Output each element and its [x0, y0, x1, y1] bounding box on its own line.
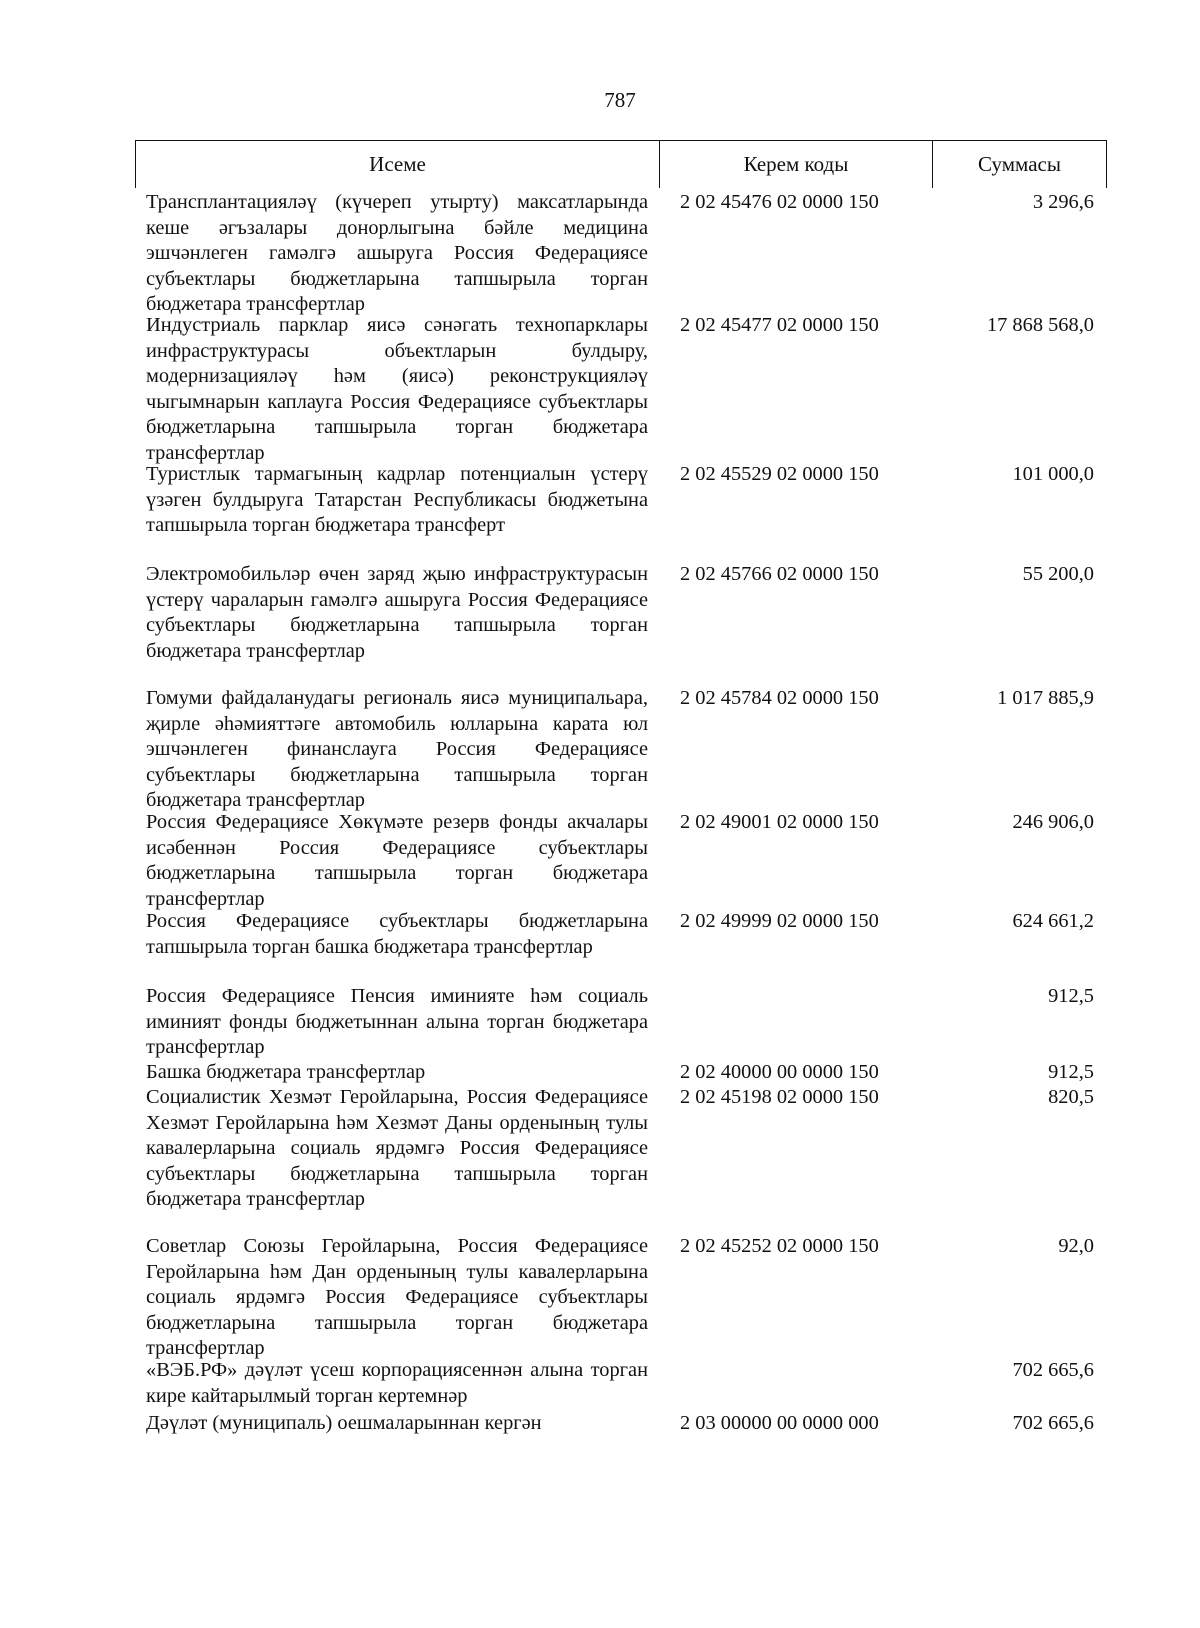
row-code: 2 02 45198 02 0000 150: [680, 1086, 879, 1108]
table-row: [146, 1411, 1106, 1437]
row-name: «ВЭБ.РФ» дәүләт үсеш корпорациясеннән алына торган кире кайтарылмый торган кертемнәр: [146, 1359, 648, 1407]
row-name: Россия Федерациясе субъектлары бюджетларына тапшырыла торган башка бюджетара трансфертлар: [146, 910, 648, 958]
row-sum: 702 665,6: [1012, 1412, 1094, 1434]
row-name: Социалистик Хезмәт Геройларына, Россия Федерациясе Хезмәт Геройларына һәм Хезмәт Даны орденының тулы кавалерларына социаль ярдәмгә Россия Федерациясе субъектлары бюджетларына тапшырыла торган бюджетара трансфертлар: [146, 1086, 648, 1211]
column-header-sum: Суммасы: [978, 152, 1061, 176]
row-name: Туристлык тармагының кадрлар потенциалын үстерү үзәген булдыруга Татарстан Республикасы бюджетына тапшырыла торган бюджетара трансферт: [146, 463, 648, 537]
page-number: 787: [604, 88, 636, 112]
row-name: Дәүләт (муниципаль) оешмаларыннан кергән: [146, 1412, 542, 1434]
row-sum: 101 000,0: [1012, 463, 1094, 485]
row-code: 2 02 45766 02 0000 150: [680, 563, 879, 585]
row-sum: 912,5: [1048, 985, 1094, 1007]
row-name: Электромобильләр өчен заряд җыю инфраструктурасын үстерү чараларын гамәлгә ашыруга Россия Федерациясе субъектлары бюджетларына тапшырыла торган бюджетара трансфертлар: [146, 563, 648, 662]
column-header-code: Керем коды: [660, 141, 933, 188]
row-code: 2 03 00000 00 0000 000: [680, 1412, 879, 1434]
table-body: [146, 190, 1106, 1437]
row-code: 2 02 45476 02 0000 150: [680, 191, 879, 213]
table-row: [146, 1234, 1106, 1358]
table-row: [146, 313, 1106, 462]
table-row: [146, 810, 1106, 909]
row-code: 2 02 45784 02 0000 150: [680, 687, 879, 709]
row-name: Советлар Союзы Геройларына, Россия Федерациясе Геройларына һәм Дан орденының тулы кавалерларына социаль ярдәмгә Россия Федерациясе субъектлары бюджетларына тапшырыла торган бюджетара трансфертлар: [146, 1235, 648, 1360]
row-code: 2 02 49001 02 0000 150: [680, 811, 879, 833]
table-row: [146, 462, 1106, 562]
row-sum: 820,5: [1048, 1086, 1094, 1108]
table-row: [146, 686, 1106, 810]
row-code: 2 02 40000 00 0000 150: [680, 1061, 879, 1083]
row-sum: 624 661,2: [1012, 910, 1094, 932]
row-code: 2 02 45252 02 0000 150: [680, 1235, 879, 1257]
row-sum: 1 017 885,9: [997, 687, 1094, 709]
table-row: [146, 190, 1106, 316]
row-sum: 55 200,0: [1022, 563, 1094, 585]
row-sum: 702 665,6: [1012, 1359, 1094, 1381]
row-sum: 92,0: [1058, 1235, 1094, 1257]
row-code: 2 02 45477 02 0000 150: [680, 314, 879, 336]
row-name: Гомуми файдаланудагы региональ яисә муниципальара, җирле әһәмияттәге автомобиль юлларына карата юл эшчәнлеген финанслауга Россия Федерациясе субъектлары бюджетларына тапшырыла торган бюджетара трансфертлар: [146, 687, 648, 812]
row-name: Башка бюджетара трансфертлар: [146, 1061, 426, 1083]
row-name: Трансплантацияләү (күчереп утырту) максатларында кеше әгъзалары донорлыгына бәйле медицина эшчәнлеген гамәлгә ашыруга Россия Федерациясе субъектлары бюджетларына тапшырыла торган бюджетара трансфертлар: [146, 191, 648, 316]
row-code: 2 02 45529 02 0000 150: [680, 463, 879, 485]
table-row: [146, 1358, 1106, 1411]
row-sum: 912,5: [1048, 1061, 1094, 1083]
row-name: Россия Федерациясе Хөкүмәте резерв фонды акчалары исәбеннән Россия Федерациясе субъектлары бюджетларына тапшырыла торган бюджетара трансфертлар: [146, 811, 648, 910]
table-row: [146, 1085, 1106, 1234]
row-sum: 17 868 568,0: [986, 314, 1094, 336]
row-sum: 246 906,0: [1012, 811, 1094, 833]
table-row: [146, 1060, 1106, 1085]
table-row: [146, 562, 1106, 686]
column-header-name: Исеме: [136, 141, 660, 188]
row-sum: 3 296,6: [1032, 191, 1094, 213]
row-name: Индустриаль парклар яисә сәнәгать технопарклары инфраструктурасы объектларын булдыру, модернизацияләү һәм (яисә) реконструкцияләү чыгымнарын каплауга Россия Федерациясе субъектлары бюджетларына тапшырыла торган бюджетара трансфертлар: [146, 314, 648, 464]
table-row: [146, 984, 1106, 1060]
table-row: [146, 909, 1106, 984]
row-code: 2 02 49999 02 0000 150: [680, 910, 879, 932]
row-name: Россия Федерациясе Пенсия иминияте һәм социаль иминият фонды бюджетыннан алына торган бюджетара трансфертлар: [146, 985, 648, 1059]
table-header: [135, 140, 1107, 188]
